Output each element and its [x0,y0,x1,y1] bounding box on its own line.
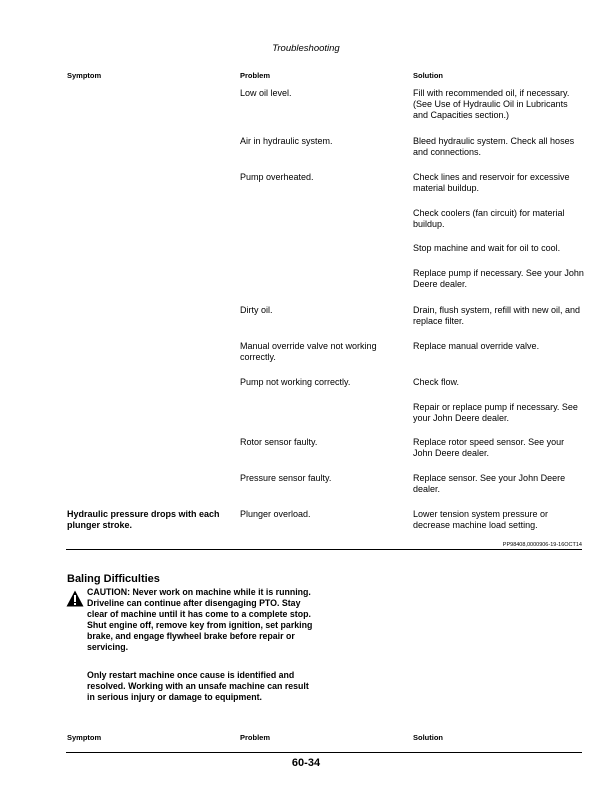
solution-cell: Replace pump if necessary. See your John Deere dealer. [413,268,584,289]
solution-cell: Lower tension system pressure or decrease machine load setting. [413,509,549,530]
solution-cell: Repair or replace pump if necessary. See your John Deere dealer. [413,402,578,423]
column-header-symptom: Symptom [67,733,102,742]
page-header: Troubleshooting [272,43,340,54]
solution-cell: Replace sensor. See your John Deere dealer. [413,473,566,494]
problem-cell: Dirty oil. [240,305,273,315]
solution-cell: Bleed hydraulic system. Check all hoses and connections. [413,136,575,157]
problem-cell: Plunger overload. [240,509,311,519]
column-header-problem: Problem [240,71,271,80]
problem-cell: Air in hydraulic system. [240,136,333,146]
problem-cell: Pump not working correctly. [240,377,351,387]
problem-cell: Manual override valve not working correctly. [240,341,377,362]
column-header-symptom: Symptom [67,71,102,80]
solution-cell: Fill with recommended oil, if necessary. (See Use of Hydraulic Oil in Lubricants and Capacities section.) [413,88,570,120]
solution-cell: Replace rotor speed sensor. See your John Deere dealer. [413,437,565,458]
column-header-solution: Solution [413,733,443,742]
problem-cell: Low oil level. [240,88,292,98]
solution-cell: Check coolers (fan circuit) for material buildup. [413,208,565,229]
table-divider [66,752,582,753]
reference-code: PP98408,0000906-19-16OCT14 [502,542,582,548]
problem-cell: Pump overheated. [240,172,314,182]
solution-cell: Check flow. [413,377,460,387]
table-divider [66,549,582,550]
solution-cell: Replace manual override valve. [413,341,540,351]
problem-cell: Rotor sensor faulty. [240,437,318,447]
solution-cell: Drain, flush system, refill with new oil, and replace filter. [413,305,581,326]
page-number: 60-34 [291,757,321,769]
problem-cell: Pressure sensor faulty. [240,473,332,483]
restart-warning: Only restart machine once cause is identified and resolved. Working with an unsafe machine can result in serious injury or damage to equipment. [87,670,309,702]
caution-message: CAUTION: Never work on machine while it is running. Driveline can continue after disengaging PTO. Stay clear of machine until it has come to a complete stop. Shut engine off, remove key from ignition, set parking brake, and engage flywheel brake before repair or servicing. [87,587,313,652]
section-title: Baling Difficulties [67,573,160,585]
caution-triangle-icon [66,590,84,607]
column-header-solution: Solution [413,71,443,80]
column-header-problem: Problem [240,733,271,742]
solution-cell: Stop machine and wait for oil to cool. [413,243,561,253]
solution-cell: Check lines and reservoir for excessive material buildup. [413,172,570,193]
symptom-cell: Hydraulic pressure drops with each plunger stroke. [67,509,220,530]
